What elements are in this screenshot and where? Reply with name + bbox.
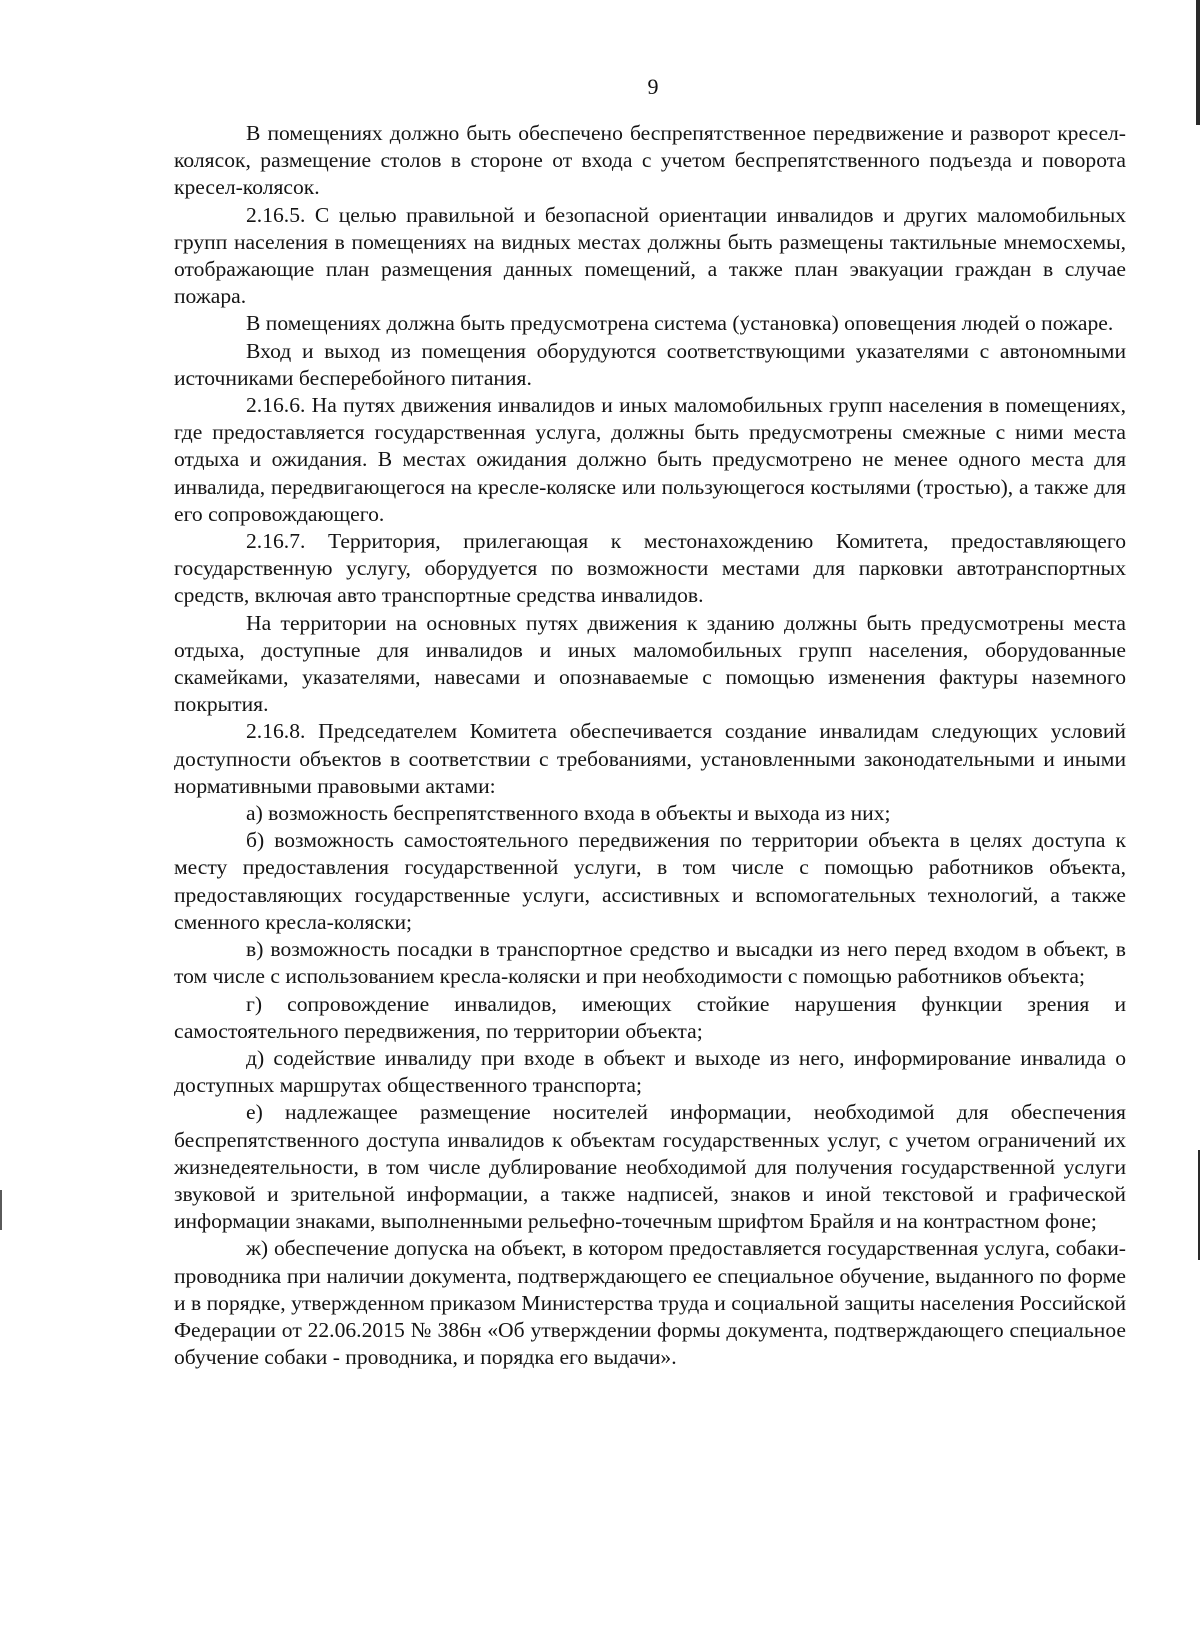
list-item-e: е) надлежащее размещение носителей информации, необходимой для обеспечения беспрепятственного доступа инвалидов к объектам государственных услуг, с учетом ограничений их жизнедеятельности, в том числе дублирование необходимой для получения государственной услуги звуковой и зрительной информации, а также надписей, знаков и иной текстовой и графической информации знаками, выполненными рельефно-точечным шрифтом Брайля и на контрастном фоне; bbox=[174, 1100, 1126, 1234]
paragraph-2-16-6: 2.16.6. На путях движения инвалидов и иных маломобильных групп населения в помещениях, где предоставляется государственная услуга, должны быть предусмотрены смежные с ними места отдыха и ожидания. В местах ожидания должно быть предусмотрено не менее одного места для инвалида, передвигающегося на кресле-коляске или пользующегося костылями (тростью), а также для его сопровождающего. bbox=[174, 393, 1126, 526]
paragraph-2-16-5: 2.16.5. С целью правильной и безопасной ориентации инвалидов и других маломобильных групп населения в помещениях на видных местах должны быть размещены тактильные мнемосхемы, отображающие план размещения данных помещений, а также план эвакуации граждан в случае пожара. bbox=[174, 202, 1126, 309]
page-number: 9 bbox=[647, 74, 659, 99]
paragraph: На территории на основных путях движения к зданию должны быть предусмотрены места отдыха, доступные для инвалидов и иных маломобильных групп населения, оборудованные скамейками, указателями, навесами и опознаваемые с помощью изменения фактуры наземного покрытия. bbox=[174, 610, 1126, 717]
list-item-zh: ж) обеспечение допуска на объект, в котором предоставляется государственная услуга, собаки-проводника при наличии документа, подтверждающего ее специальное обучение, выданного по форме и в порядке, утвержденном приказом Министерства труда и социальной защиты населения Российской Федерации от 22.06.2015 № 386н «Об утверждении формы документа, подтверждающего специальное обучение собаки - проводника, и порядка его выдачи». bbox=[174, 1236, 1126, 1370]
paragraph: В помещениях должна быть предусмотрена система (установка) оповещения людей о пожаре. bbox=[246, 311, 1114, 336]
paragraph-2-16-7: 2.16.7. Территория, прилегающая к местонахождению Комитета, предоставляющего государственную услугу, оборудуется по возможности местами для парковки автотранспортных средств, включая авто транспортные средства инвалидов. bbox=[174, 529, 1126, 608]
scan-edge-mark bbox=[0, 1190, 2, 1230]
list-item-v: в) возможность посадки в транспортное средство и высадки из него перед входом в объект, в том числе с использованием кресла-коляски и при необходимости с помощью работников объекта; bbox=[174, 937, 1126, 989]
paragraph-2-16-8: 2.16.8. Председателем Комитета обеспечивается создание инвалидам следующих условий доступности объектов в соответствии с требованиями, установленными законодательными и иными нормативными правовыми актами: bbox=[174, 719, 1126, 798]
list-item-d: д) содействие инвалиду при входе в объект и выходе из него, информирование инвалида о доступных маршрутах общественного транспорта; bbox=[174, 1045, 1126, 1098]
list-item-b: б) возможность самостоятельного передвижения по территории объекта в целях доступа к месту предоставления государственной услуги, в том числе с помощью работников объекта, предоставляющих государственные услуги, ассистивных и вспомогательных технологий, а также сменного кресла-коляски; bbox=[174, 828, 1126, 934]
body-text bbox=[174, 120, 1126, 1371]
list-item-g: г) сопровождение инвалидов, имеющих стойкие нарушения функции зрения и самостоятельного передвижения, по территории объекта; bbox=[174, 991, 1126, 1043]
list-item-a: а) возможность беспрепятственного входа в объекты и выхода из них; bbox=[246, 801, 891, 826]
scan-edge-mark bbox=[1196, 0, 1200, 125]
paragraph: В помещениях должно быть обеспечено беспрепятственное передвижение и разворот кресел-колясок, размещение столов в стороне от входа с учетом беспрепятственного подъезда и поворота кресел-колясок. bbox=[174, 121, 1126, 200]
paragraph: Вход и выход из помещения оборудуются соответствующими указателями с автономными источниками бесперебойного питания. bbox=[174, 338, 1126, 390]
